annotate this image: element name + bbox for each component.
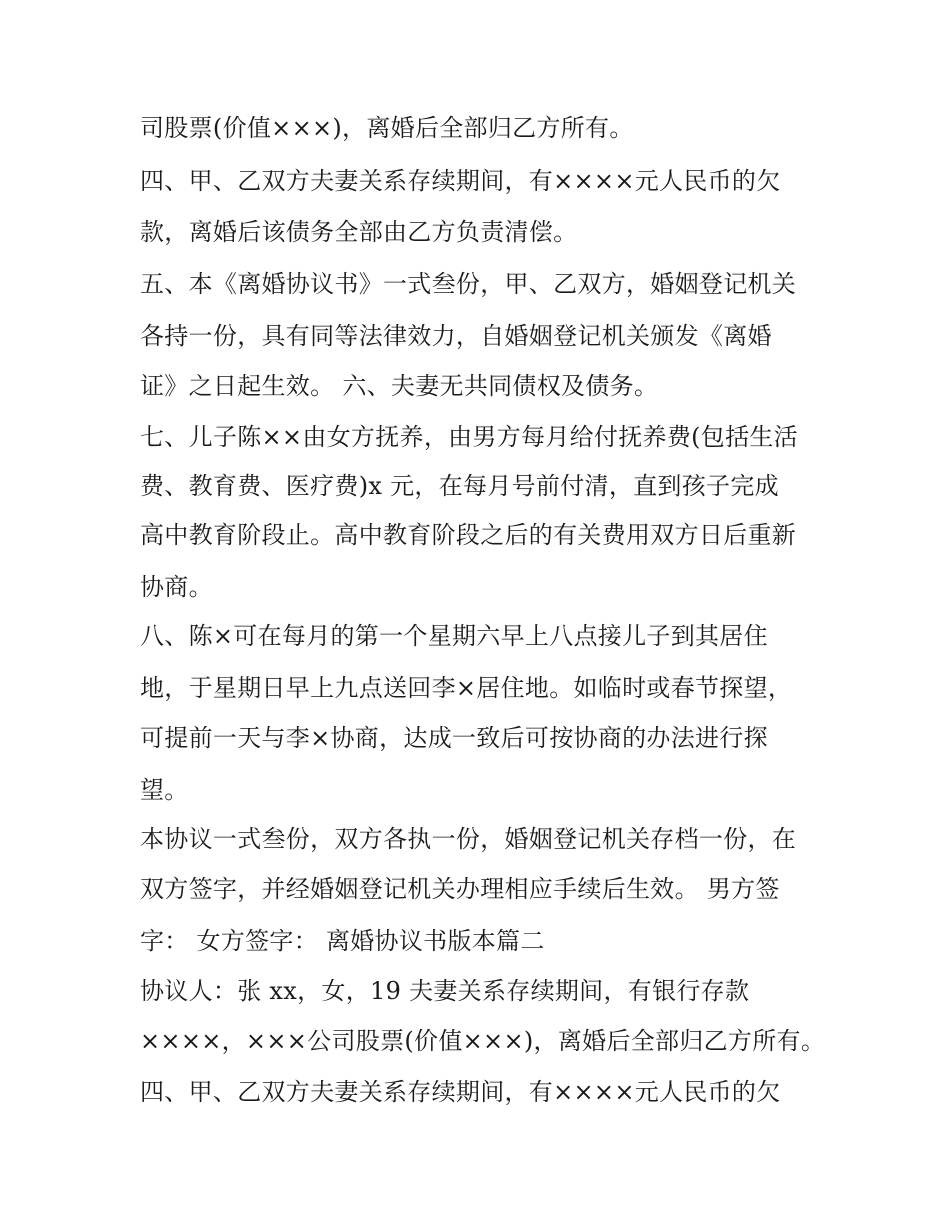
text-line: 五、本《离婚协议书》一式叁份，甲、乙双方，婚姻登记机关 (140, 270, 797, 298)
text-line: 司股票(价值×××)，离婚后全部归乙方所有。 (140, 114, 634, 142)
text-line: 望。 (140, 776, 189, 804)
text-line: 可提前一天与李×协商，达成一致后可按协商的办法进行探 (140, 724, 768, 752)
text-line: 双方签字，并经婚姻登记机关办理相应手续后生效。 男方签 (140, 875, 780, 903)
text-line: 地，于星期日早上九点送回李×居住地。如临时或春节探望， (140, 674, 793, 702)
text-line: 款，离婚后该债务全部由乙方负责清偿。 (140, 218, 578, 246)
text-line: 证》之日起生效。 六、夫妻无共同债权及债务。 (140, 372, 659, 400)
text-line: 八、陈×可在每月的第一个星期六早上八点接儿子到其居住 (140, 622, 768, 650)
text-line: 各持一份，具有同等法律效力，自婚姻登记机关颁发《离婚 (140, 322, 772, 350)
text-line: 四、甲、乙双方夫妻关系存续期间，有××××元人民币的欠 (140, 167, 781, 195)
text-line: 字： 女方签字： 离婚协议书版本篇二 (140, 927, 545, 955)
text-line: 协商。 (140, 573, 213, 601)
text-line: 费、教育费、医疗费)x 元，在每月号前付清，直到孩子完成 (140, 472, 779, 500)
text-line: 高中教育阶段止。高中教育阶段之后的有关费用双方日后重新 (140, 521, 797, 549)
text-line: 协议人：张 xx，女，19 夫妻关系存续期间，有银行存款 (140, 977, 750, 1005)
text-line: 本协议一式叁份，双方各执一份，婚姻登记机关存档一份，在 (140, 825, 797, 853)
text-line: ××××，×××公司股票(价值×××)，离婚后全部归乙方所有。 (140, 1027, 826, 1055)
text-line: 四、甲、乙双方夫妻关系存续期间，有××××元人民币的欠 (140, 1078, 781, 1106)
text-line: 七、儿子陈××由女方抚养，由男方每月给付抚养费(包括生活 (140, 423, 798, 451)
